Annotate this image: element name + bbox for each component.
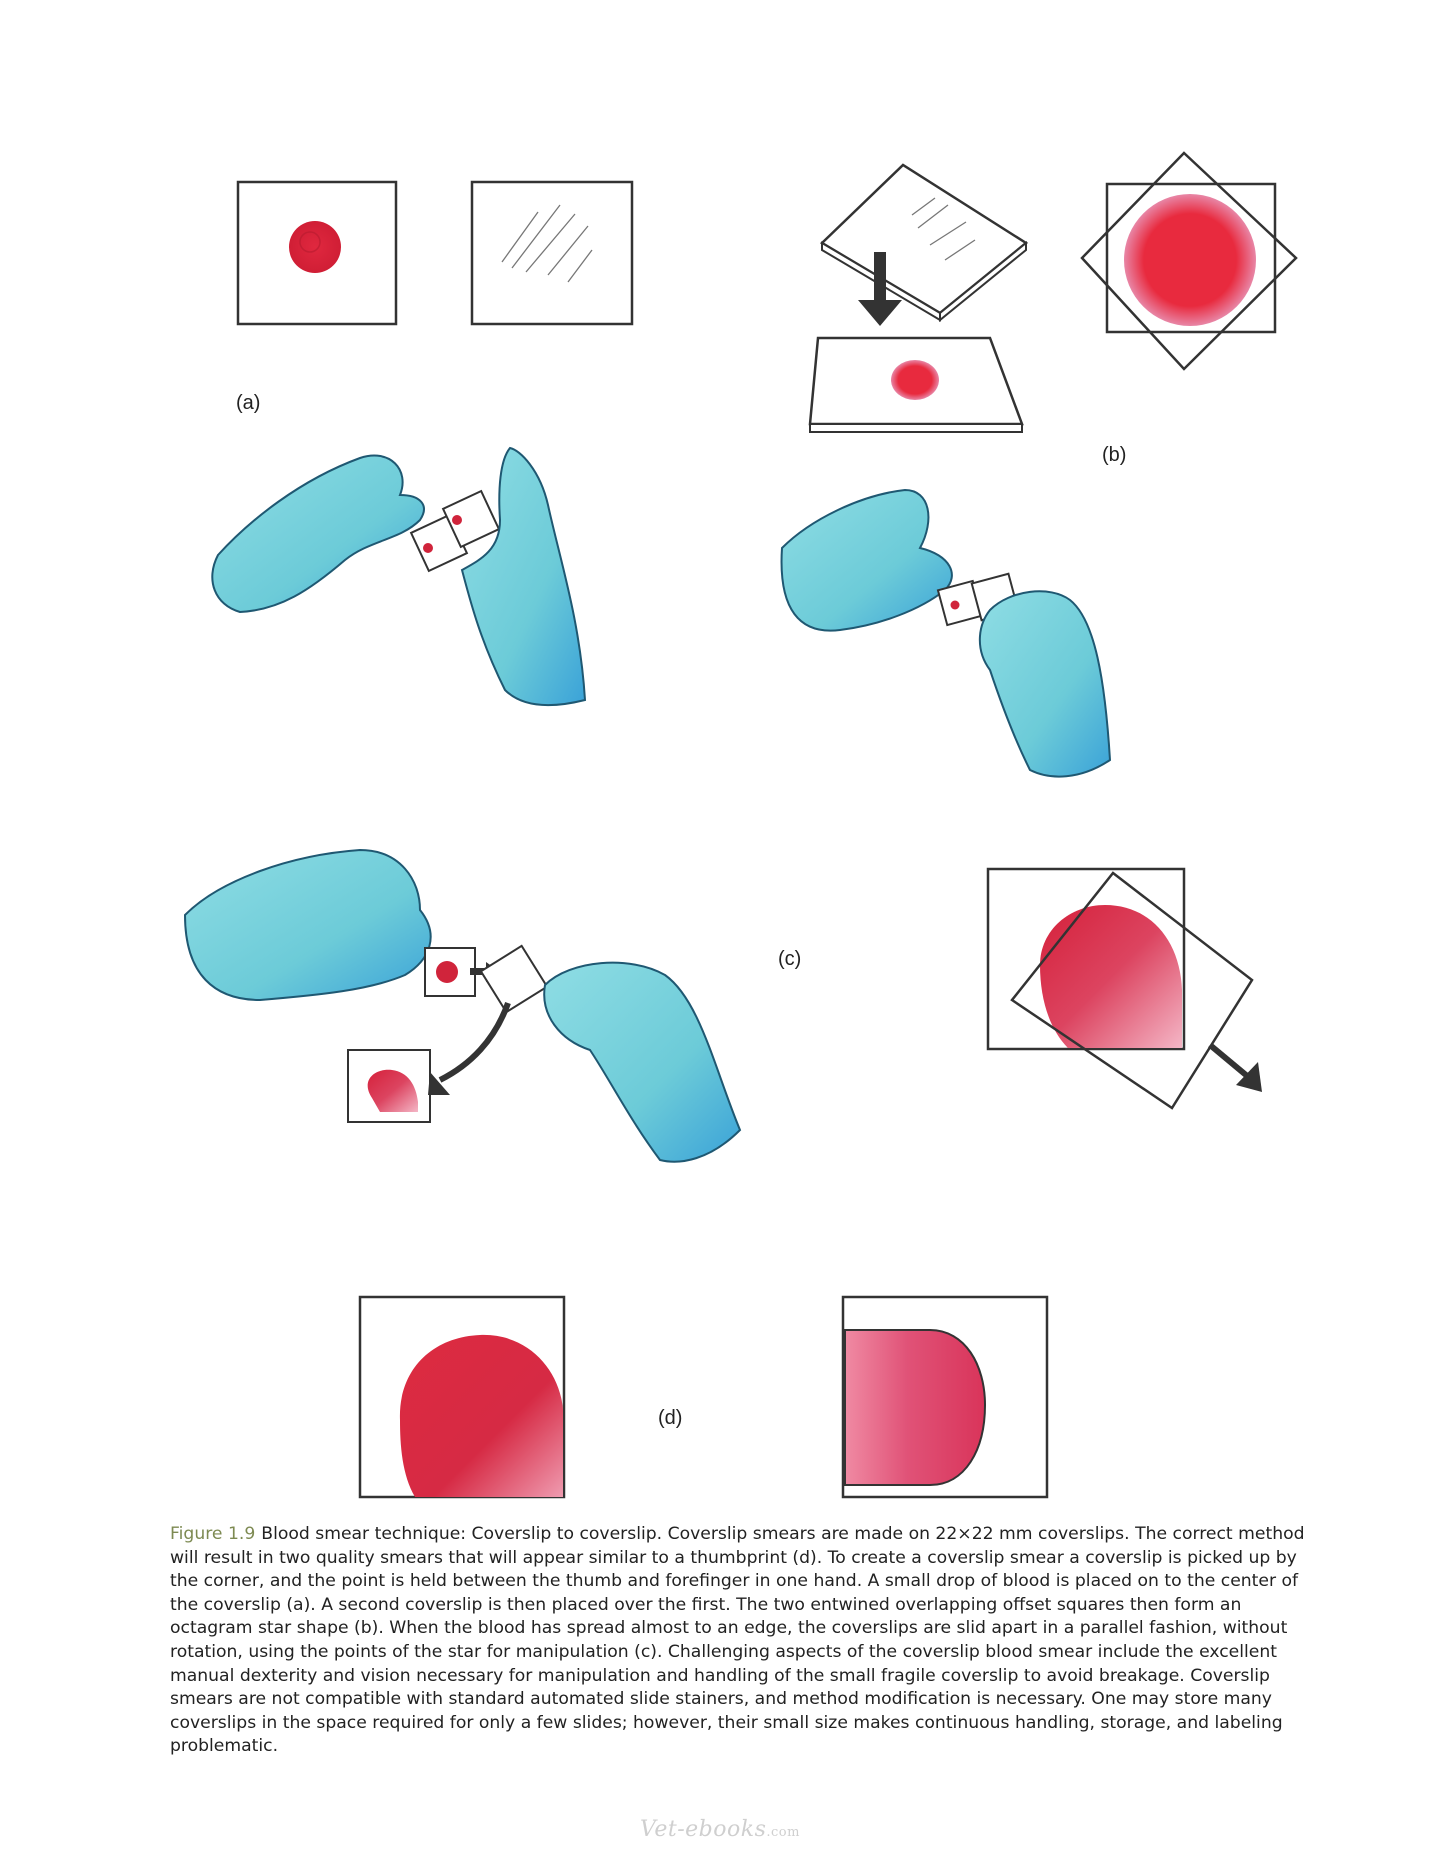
panel-a — [238, 182, 632, 324]
diagonal-arrow-icon — [1210, 1045, 1262, 1092]
coverslip — [481, 946, 547, 1012]
caption-text: Blood smear technique: Coverslip to coverslip. Coverslip smears are made on 22×22 mm coverslips. The correct method will result in two quality smears that will appear similar to a thumbprint (d). To create a coverslip smear a coverslip is picked up by the corner, and the point is held between the thumb and forefinger in one hand. A small drop of blood is placed on to the center of the coverslip (a). A second coverslip is then placed over the first. The two entwined overlapping offset squares then form an octagram star shape (b). When the blood has spread almost to an edge, the coverslips are slid apart in a parallel fashion, without rotation, using the points of the star for manipulation (c). Challenging aspects of the coverslip blood smear include the excellent manual dexterity and vision necessary for manipulation and handling of the small fragile coverslip to avoid breakage. Coverslip smears are not compatible with standard automated slide stainers, and method modification is necessary. One may store many coverslips in the space required for only a few slides; however, their small size makes continuous handling, storage, and labeling problematic. — [170, 1524, 1305, 1757]
panel-label-d: (d) — [658, 1407, 683, 1429]
panel-d — [360, 1297, 1047, 1497]
watermark-logo: Vet-ebooks.com — [640, 1817, 800, 1842]
left-glove-icon — [185, 850, 431, 1000]
figure-number: Figure 1.9 — [170, 1524, 256, 1544]
panel-label-a: (a) — [236, 392, 261, 414]
top-coverslip — [822, 165, 1026, 313]
panel-label-c: (c) — [778, 948, 802, 970]
panel-b — [810, 153, 1296, 432]
left-glove-icon — [212, 456, 424, 612]
blood-smear — [400, 1335, 563, 1497]
blood-drop — [289, 221, 341, 273]
blood-smear — [845, 1330, 985, 1485]
curved-arrow-icon — [440, 1003, 508, 1080]
blood-spread — [1124, 194, 1256, 326]
left-glove-icon — [782, 490, 952, 631]
panel-c-diagram — [988, 869, 1262, 1108]
panel-label-b: (b) — [1102, 444, 1127, 466]
blood-drop — [891, 360, 939, 400]
right-glove-icon — [462, 448, 585, 705]
panel-c-hands-step2 — [782, 490, 1110, 777]
panel-c-separation — [185, 850, 740, 1162]
right-glove-icon — [980, 591, 1110, 776]
coverslip-empty — [472, 182, 632, 324]
figure-caption — [170, 1523, 1320, 1759]
panel-c-hands-step1 — [212, 448, 585, 705]
right-glove-icon — [544, 963, 740, 1162]
